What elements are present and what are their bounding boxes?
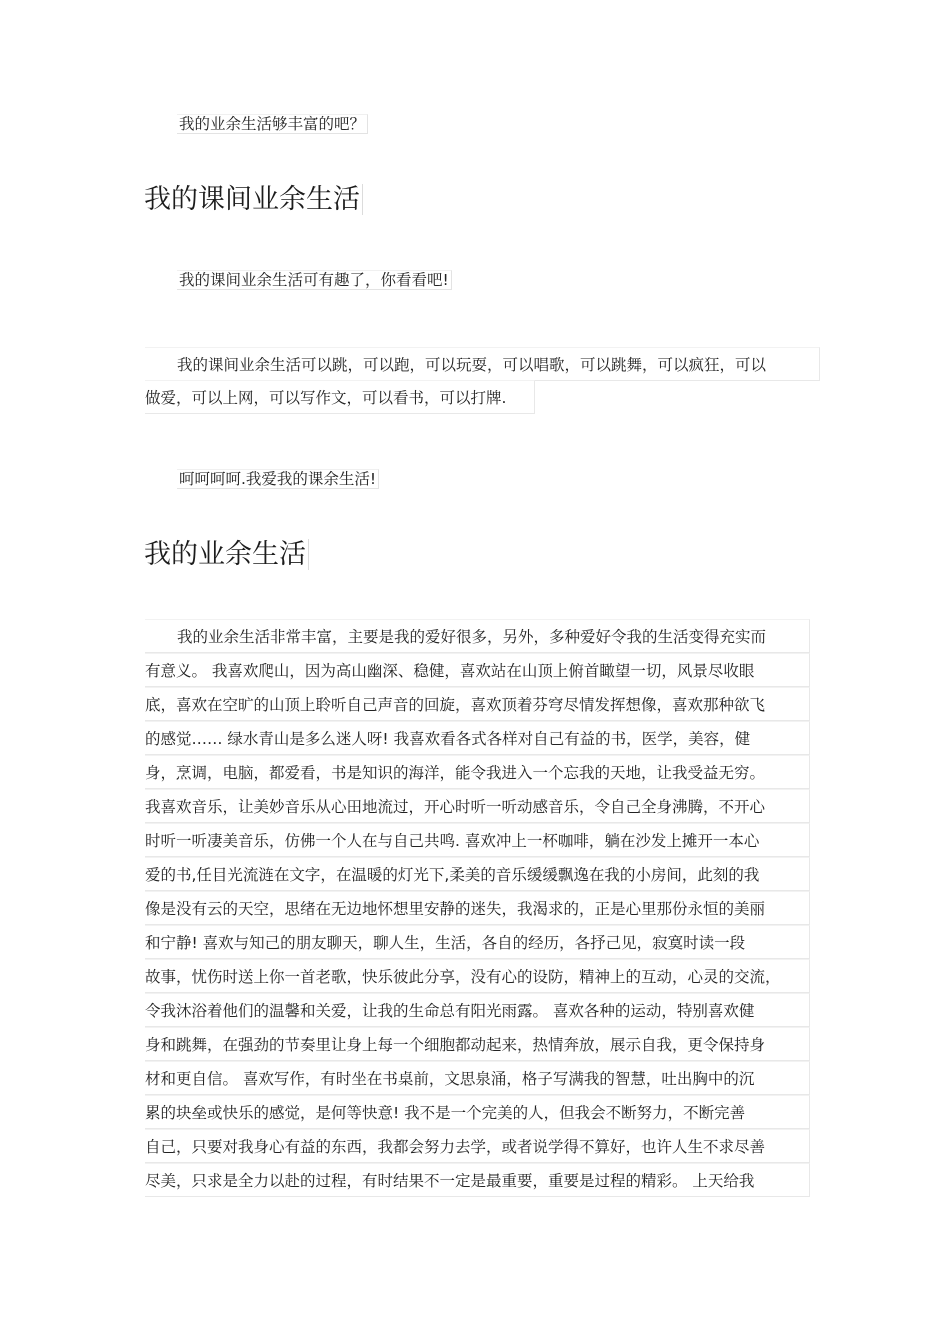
paragraph-line: 令我沐浴着他们的温馨和关爱，让我的生命总有阳光雨露。 喜欢各种的运动，特别喜欢健	[145, 993, 810, 1027]
section1-paragraph-2	[145, 347, 815, 417]
paragraph-line: 材和更自信。 喜欢写作，有时坐在书桌前，文思泉涌，格子写满我的智慧，吐出胸中的沉	[145, 1061, 810, 1095]
paragraph-line: 做爱，可以上网，可以写作文，可以看书，可以打牌.	[145, 380, 535, 414]
paragraph-line: 的感觉…… 绿水青山是多么迷人呀! 我喜欢看各式各样对自己有益的书，医学，美容，健	[145, 721, 810, 755]
section2-paragraph	[145, 619, 815, 1199]
section1-heading-text: 我的课间业余生活	[144, 184, 363, 215]
paragraph-line: 尽美，只求是全力以赴的过程，有时结果不一定是最重要，重要是过程的精彩。 上天给我	[145, 1163, 810, 1197]
paragraph-line: 累的块垒或快乐的感觉，是何等快意! 我不是一个完美的人，但我会不断努力，不断完善	[145, 1095, 810, 1129]
paragraph-line: 时听一听凄美音乐，仿佛一个人在与自己共鸣. 喜欢冲上一杯咖啡，躺在沙发上摊开一本心	[145, 823, 810, 857]
section2-heading	[144, 535, 309, 575]
paragraph-line: 身，烹调，电脑，都爱看，书是知识的海洋，能令我进入一个忘我的天地，让我受益无穷。	[145, 755, 810, 789]
paragraph-line: 有意义。 我喜欢爬山，因为高山幽深、稳健，喜欢站在山顶上俯首瞰望一切，风景尽收眼	[145, 653, 810, 687]
section1-paragraph-3-text: 呵呵呵呵.我爱我的课余生活!	[177, 469, 379, 489]
paragraph-line: 爱的书,任目光流涟在文字，在温暖的灯光下,柔美的音乐缓缓飘逸在我的小房间，此刻的我	[145, 857, 810, 891]
paragraph-line: 我的业余生活非常丰富，主要是我的爱好很多，另外，多种爱好令我的生活变得充实而	[145, 619, 810, 653]
paragraph-line: 我喜欢音乐，让美妙音乐从心田地流过，开心时听一听动感音乐，令自己全身沸腾，不开心	[145, 789, 810, 823]
paragraph-line: 我的课间业余生活可以跳，可以跑，可以玩耍，可以唱歌，可以跳舞，可以疯狂，可以	[145, 347, 820, 381]
paragraph-line: 故事，忧伤时送上你一首老歌，快乐彼此分享，没有心的设防，精神上的互动，心灵的交流，	[145, 959, 810, 993]
paragraph-line: 自己，只要对我身心有益的东西，我都会努力去学，或者说学得不算好，也许人生不求尽善	[145, 1129, 810, 1163]
paragraph-line: 底，喜欢在空旷的山顶上聆听自己声音的回旋，喜欢顶着芬穹尽情发挥想像，喜欢那种欲飞	[145, 687, 810, 721]
intro-question-text: 我的业余生活够丰富的吧？	[177, 114, 368, 134]
paragraph-line: 和宁静! 喜欢与知己的朋友聊天，聊人生，生活，各自的经历，各抒己见，寂寞时读一段	[145, 925, 810, 959]
section1-heading	[144, 180, 363, 220]
intro-question	[177, 107, 368, 141]
section1-paragraph-3	[177, 462, 379, 496]
paragraph-line: 身和跳舞，在强劲的节奏里让身上每一个细胞都动起来，热情奔放，展示自我，更令保持身	[145, 1027, 810, 1061]
section1-paragraph-1	[177, 263, 452, 297]
section2-heading-text: 我的业余生活	[144, 539, 309, 570]
paragraph-line: 像是没有云的天空，思绪在无边地怀想里安静的迷失，我渴求的，正是心里那份永恒的美丽	[145, 891, 810, 925]
section1-paragraph-1-text: 我的课间业余生活可有趣了，你看看吧!	[177, 270, 452, 290]
